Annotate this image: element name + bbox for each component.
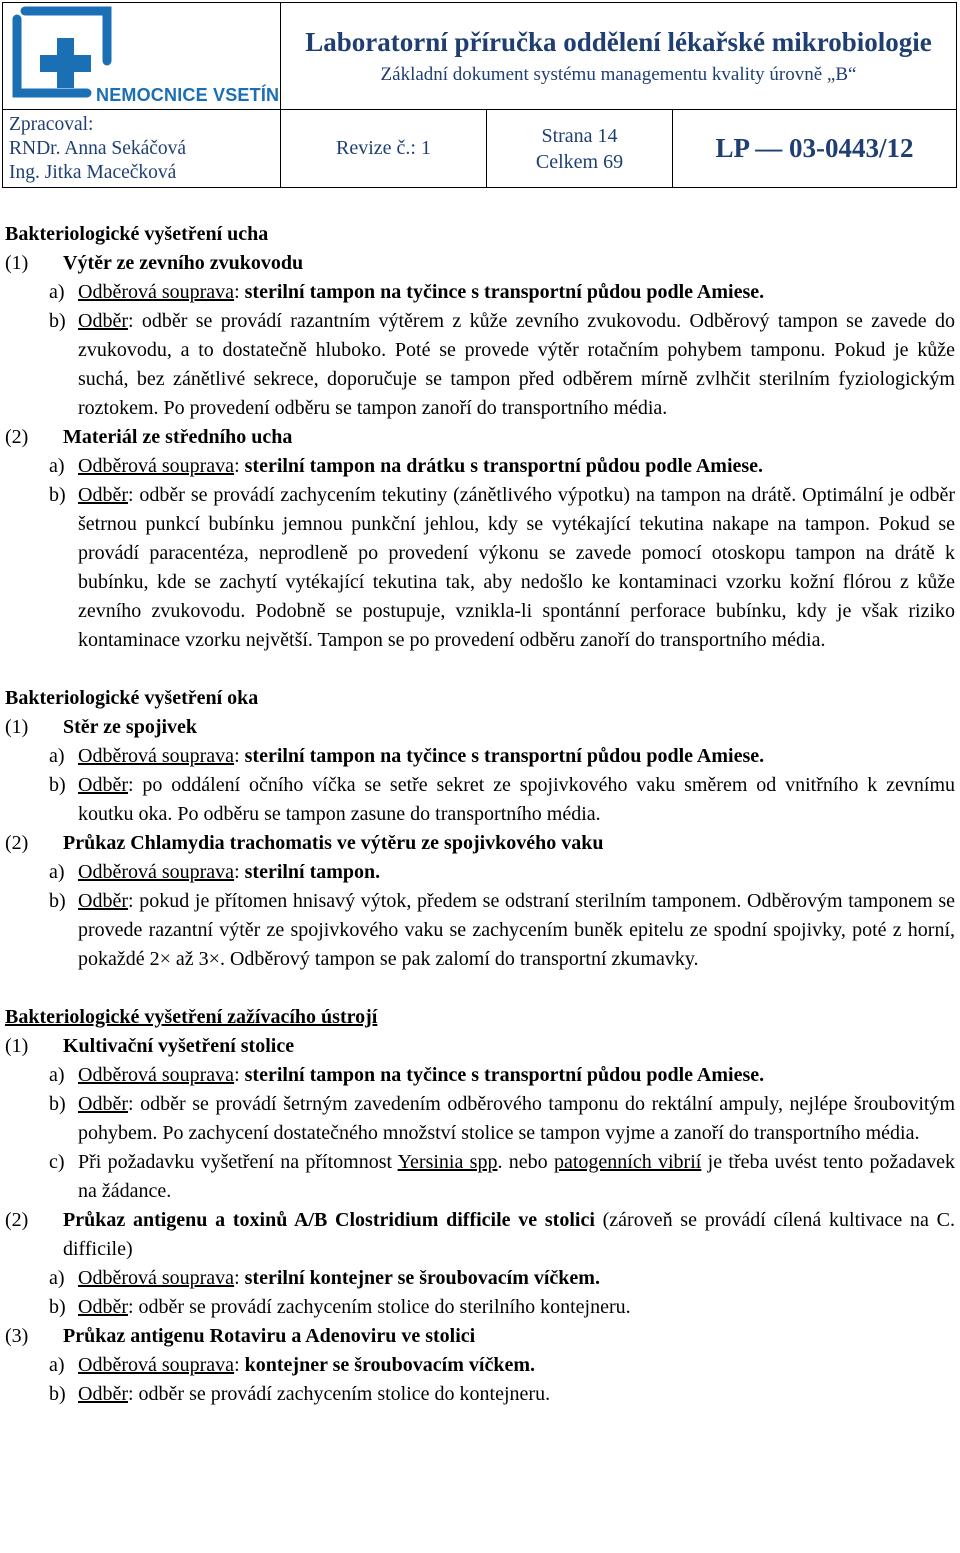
document-title: Laboratorní příručka oddělení lékařské mikrobiologie xyxy=(305,27,932,57)
subsection-title-text: Průkaz antigenu a toxinů A/B Clostridium difficile ve stolici xyxy=(63,1209,595,1231)
header-title-cell xyxy=(281,3,957,110)
item-text: Při požadavku vyšetření na přítomnost xyxy=(78,1151,398,1173)
list-item xyxy=(5,858,955,887)
list-item xyxy=(5,887,955,974)
list-item xyxy=(5,742,955,771)
subsection-title: Kultivační vyšetření stolice xyxy=(63,1035,295,1057)
item-label: Odběr xyxy=(78,774,128,796)
subsection-heading xyxy=(5,1322,955,1351)
page-number: Strana 14 xyxy=(541,124,618,147)
document-body xyxy=(5,220,955,1409)
section-title: Bakteriologické vyšetření oka xyxy=(5,687,259,709)
logo-text: NEMOCNICE VSETÍN xyxy=(96,85,280,105)
item-text: po oddálení očního víčka se setře sekret ze spojivkového vaku směrem od vnitřního k zevnímu koutku oka. Po odběru se tampon zasune do transportního média. xyxy=(78,774,955,825)
item-label: Odběr xyxy=(78,1383,128,1405)
item-label: Odběr xyxy=(78,310,128,332)
item-separator: : xyxy=(127,484,140,506)
item-separator: : xyxy=(234,1064,245,1086)
subsection-title: Průkaz antigenu Rotaviru a Adenoviru ve stolici xyxy=(63,1325,476,1347)
item-letter: b) xyxy=(49,1093,66,1115)
item-label: Odběrová souprava xyxy=(78,1267,235,1289)
item-separator: : xyxy=(234,745,245,767)
item-text: je třeba uvést tento požadavek na žádance. xyxy=(78,1151,955,1202)
hospital-logo xyxy=(3,3,281,110)
item-text: odběr se provádí razantním výtěrem z kůže zevního zvukovodu. Odběrový tampon se zavede do zvukovodu, a to dostatečně hluboko. Poté se provede výtěr rotačním pohybem tamponu. Pokud je kůže suchá, bez zánětlivé sekrece, doporučuje se tampon před odběrem mírně zvlhčit sterilním fyziologickým roztokem. Po provedení odběru se tampon zanoří do transportního média. xyxy=(78,310,955,419)
list-item xyxy=(5,307,955,423)
list-item xyxy=(5,278,955,307)
item-text: sterilní tampon na tyčince s transportní půdou podle Amiese. xyxy=(244,1064,765,1086)
item-letter: a) xyxy=(49,455,65,477)
item-text: pokud je přítomen hnisavý výtok, předem se odstraní sterilním tamponem. Odběrovým tamponem se provede razantní výtěr ze spojivkového vaku se zachycením buněk epitelu ze spodní spojivky, poté z horní, pokaždé 2× až 3×. Odběrový tampon se pak zalomí do transportní zkumavky. xyxy=(78,890,955,970)
item-separator: : xyxy=(234,1267,245,1289)
list-item xyxy=(5,1293,955,1322)
item-text: odběr se provádí zachycením stolice do kontejneru. xyxy=(138,1383,551,1405)
item-text: sterilní kontejner se šroubovacím víčkem. xyxy=(244,1267,600,1289)
subsection-title: Materiál ze středního ucha xyxy=(63,426,293,448)
page-total: Celkem 69 xyxy=(535,150,624,173)
item-label: Odběrová souprava xyxy=(78,281,235,303)
yersinia-term: Yersinia spp xyxy=(397,1151,498,1173)
item-text: odběr se provádí šetrným zavedením odběrového tamponu do rektální ampuly, nejlépe šroubovitým pohybem. Po zachycení dostatečného množství stolice se tampon vyjme a zanoří do transportního média. xyxy=(78,1093,955,1144)
item-separator: : xyxy=(234,861,245,883)
item-label: Odběr xyxy=(78,484,128,506)
section-title: Bakteriologické vyšetření ucha xyxy=(5,223,269,245)
list-item xyxy=(5,1090,955,1148)
item-text: sterilní tampon na drátku s transportní půdou podle Amiese. xyxy=(244,455,764,477)
item-separator: : xyxy=(234,1354,245,1376)
item-text: odběr se provádí zachycením tekutiny (zánětlivého výpotku) na tampon na drátě. Optimální je odběr šetrnou punkcí bubínku jemnou punkční jehlou, kdy se vytékající tekutina nakape na tampon. Pokud se provádí paracentéza, neprodleně po provedení výkonu se zavede pomocí otoskopu tampon na drátě k bubínku, kde se zachytí vytékající tekutina tak, aby nedošlo ke kontaminaci vzorku kožní flórou z kůže zevního zvukovodu. Podobně se postupuje, vznikla-li spontánní perforace bubínku, kdy je však riziko kontaminace vzorku největší. Tampon se po provedení odběru zanoří do transportního média. xyxy=(78,484,955,651)
item-separator: : xyxy=(234,281,245,303)
list-item xyxy=(5,1148,955,1206)
section-title xyxy=(5,1003,955,1032)
item-label: Odběr xyxy=(78,1093,128,1115)
subsection-number: (2) xyxy=(5,426,29,448)
item-label: Odběr xyxy=(78,890,128,912)
item-text: sterilní tampon na tyčince s transportní půdou podle Amiese. xyxy=(244,281,765,303)
item-separator: : xyxy=(127,1383,139,1405)
prepared-author-2: Ing. Jitka Macečková xyxy=(9,161,177,183)
subsection-title: Průkaz Chlamydia trachomatis ve výtěru ze spojivkového vaku xyxy=(63,832,604,854)
prepared-label: Zpracoval: xyxy=(9,113,94,135)
document-subtitle: Základní dokument systému managementu kvality úrovně „B“ xyxy=(380,64,857,85)
item-letter: a) xyxy=(49,1267,65,1289)
subsection-heading xyxy=(5,713,955,742)
document-header xyxy=(2,2,957,188)
prepared-author-1: RNDr. Anna Sekáčová xyxy=(9,137,187,159)
section-digestive xyxy=(5,1003,955,1409)
subsection-number: (2) xyxy=(5,1209,29,1231)
item-letter: c) xyxy=(49,1151,65,1173)
subsection-number: (1) xyxy=(5,1035,29,1057)
item-separator: : xyxy=(127,310,142,332)
subsection-title-note: (zároveň se provádí cílená kultivace na C. difficile) xyxy=(63,1209,955,1260)
item-letter: b) xyxy=(49,484,66,506)
item-separator: : xyxy=(234,455,245,477)
subsection-number: (2) xyxy=(5,832,29,854)
subsection-number: (1) xyxy=(5,252,29,274)
list-item xyxy=(5,771,955,829)
list-item xyxy=(5,1380,955,1409)
item-text: kontejner se šroubovacím víčkem. xyxy=(244,1354,535,1376)
item-letter: b) xyxy=(49,890,66,912)
item-text: . nebo xyxy=(497,1151,554,1173)
page-info xyxy=(487,110,673,188)
item-label: Odběrová souprava xyxy=(78,1354,235,1376)
vibrio-term: patogenních vibrií xyxy=(553,1151,702,1173)
item-letter: b) xyxy=(49,1296,66,1318)
subsection-heading xyxy=(5,423,955,452)
item-label: Odběrová souprava xyxy=(78,455,235,477)
item-letter: a) xyxy=(49,745,65,767)
subsection-heading xyxy=(5,1032,955,1061)
subsection-title xyxy=(63,1206,955,1264)
list-item xyxy=(5,481,955,655)
item-separator: : xyxy=(127,1093,141,1115)
revision: Revize č.: 1 xyxy=(281,110,487,188)
item-separator: : xyxy=(127,1296,139,1318)
item-label: Odběrová souprava xyxy=(78,861,235,883)
item-letter: a) xyxy=(49,1064,65,1086)
item-text: sterilní tampon. xyxy=(244,861,381,883)
item-letter: b) xyxy=(49,774,66,796)
item-text: odběr se provádí zachycením stolice do sterilního kontejneru. xyxy=(138,1296,631,1318)
subsection-number: (1) xyxy=(5,716,29,738)
item-label: Odběrová souprava xyxy=(78,1064,235,1086)
item-separator: : xyxy=(127,890,140,912)
item-letter: a) xyxy=(49,1354,65,1376)
subsection-title: Stěr ze spojivek xyxy=(63,716,198,738)
item-letter: a) xyxy=(49,281,65,303)
subsection-heading xyxy=(5,249,955,278)
list-item xyxy=(5,1264,955,1293)
item-letter: b) xyxy=(49,310,66,332)
item-letter: b) xyxy=(49,1383,66,1405)
prepared-by xyxy=(3,110,281,188)
subsection-number: (3) xyxy=(5,1325,29,1347)
list-item xyxy=(5,1061,955,1090)
subsection-heading xyxy=(5,829,955,858)
list-item xyxy=(5,452,955,481)
document-code: LP — 03-0443/12 xyxy=(673,110,957,188)
subsection-heading xyxy=(5,1206,955,1264)
item-label: Odběr xyxy=(78,1296,128,1318)
subsection-title: Výtěr ze zevního zvukovodu xyxy=(63,252,304,274)
section-ear xyxy=(5,220,955,655)
section-title-text: Bakteriologické vyšetření zažívacího ústrojí xyxy=(5,1006,378,1028)
item-separator: : xyxy=(127,774,143,796)
item-text: sterilní tampon na tyčince s transportní půdou podle Amiese. xyxy=(244,745,765,767)
item-label: Odběrová souprava xyxy=(78,745,235,767)
section-eye xyxy=(5,684,955,974)
item-letter: a) xyxy=(49,861,65,883)
list-item xyxy=(5,1351,955,1380)
